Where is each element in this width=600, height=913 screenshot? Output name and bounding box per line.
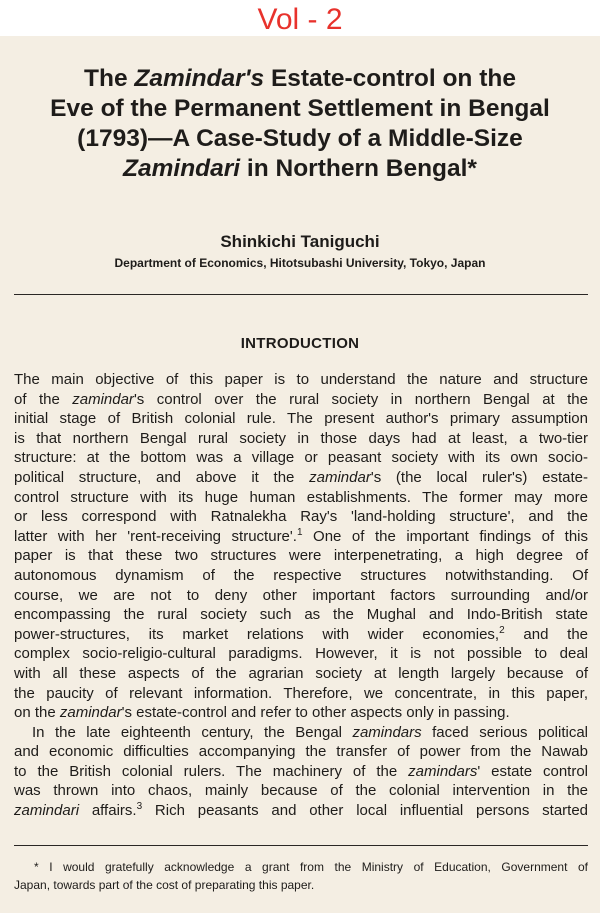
body-line — [14, 801, 588, 821]
body-line — [14, 409, 588, 429]
body-line — [14, 448, 588, 468]
author-affiliation: Department of Economics, Hitotsubashi University, Tokyo, Japan — [114, 256, 486, 270]
text-run: initial stage of British colonial rule. The present author's primary assumption — [14, 410, 588, 428]
body-line — [14, 762, 588, 782]
text-run: structure: at the bottom was a village or peasant society with its own socio- — [14, 449, 588, 467]
body-line — [14, 664, 588, 684]
text-run: on the — [14, 704, 60, 722]
text-run: political structure, and above it the — [14, 468, 310, 486]
footnote-ref: 3 — [136, 801, 143, 813]
footnote-divider — [14, 845, 588, 846]
text-run: zamindar — [72, 390, 134, 408]
text-run: zamindari — [14, 802, 80, 820]
title-line-3: (1793)—A Case-Study of a Middle-Size — [77, 125, 523, 152]
text-run: of the — [14, 390, 73, 408]
text-run: Rich peasants and other local influential persons started — [142, 802, 589, 820]
text-run: zamindar — [59, 704, 122, 722]
body-line — [14, 566, 588, 586]
text-run: course, we are not to deny other important factors surrounding and/or — [14, 586, 588, 604]
text-run: In the late eighteenth century, the Bengal — [32, 723, 353, 741]
text-run: ' estate control — [477, 762, 589, 780]
text-run: is that northern Bengal rural society in those days had at least, a two-tier — [14, 429, 588, 447]
body-line — [14, 625, 588, 645]
text-run: was thrown into chaos, mainly because of the colonial intervention in the — [14, 782, 588, 800]
title-line-1: The Zamindar's Estate-control on the — [84, 65, 516, 92]
title-line-2: Eve of the Permanent Settlement in Bengal — [50, 95, 550, 122]
text-run: 's control over the rural society in northern Bengal at the — [133, 390, 588, 408]
body-line — [14, 742, 588, 762]
body-line — [14, 527, 588, 547]
footnote-line: Japan, towards part of the cost of preparating this paper. — [14, 878, 315, 892]
title-line-4: Zamindari in Northern Bengal* — [123, 155, 477, 182]
footnote-line: * I would gratefully acknowledge a grant from the Ministry of Education, Government of — [34, 860, 588, 874]
body-line — [14, 644, 588, 664]
body-line — [14, 429, 588, 449]
text-run: latter with her 'rent-receiving structure'. — [14, 527, 297, 545]
text-run: the paucity of relevant information. Therefore, we concentrate, in this paper, — [14, 684, 588, 702]
article-title — [12, 64, 588, 184]
body-line — [14, 488, 588, 508]
body-line — [14, 703, 588, 723]
header-divider — [14, 294, 588, 295]
body-line — [14, 586, 588, 606]
footnote-ref: 1 — [296, 526, 303, 538]
footnote-ref: 2 — [499, 624, 505, 636]
body-line — [14, 723, 588, 743]
text-run: zamindars — [352, 723, 422, 741]
text-run: 's estate-control and refer to other aspects only in passing. — [121, 704, 510, 722]
body-line — [14, 781, 588, 801]
text-run: and economic difficulties accompanying the transfer of power from the Nawab — [14, 743, 588, 761]
text-run: complex socio-religio-cultural paradigms. However, it is not possible to deal — [14, 645, 588, 663]
text-run: encompassing the rural society such as the Mughal and Indo-British state — [14, 606, 588, 624]
section-heading: INTRODUCTION — [240, 335, 360, 352]
text-run: affairs. — [79, 802, 137, 820]
body-line — [14, 507, 588, 527]
body-line — [14, 684, 588, 704]
text-run: One of the important findings of this — [302, 527, 588, 545]
body-line — [14, 390, 588, 410]
text-run: power-structures, its market relations with wider economies, — [14, 625, 500, 643]
text-run: paper is that these two structures were interpenetrating, a high degree of — [14, 547, 588, 565]
volume-label: Vol - 2 — [257, 3, 343, 36]
body-text — [14, 370, 588, 821]
text-run: to the British colonial rulers. The machinery of the — [14, 762, 409, 780]
body-line — [14, 546, 588, 566]
text-run: autonomous dynamism of the respective structures notwithstanding. Of — [14, 566, 588, 584]
text-run: 's (the local ruler's) estate- — [370, 468, 588, 486]
text-run: zamindars — [408, 762, 478, 780]
body-line — [14, 468, 588, 488]
body-line — [14, 370, 588, 390]
text-run: control structure with its huge human establishments. The former may more — [14, 488, 588, 506]
text-run: zamindar — [309, 468, 371, 486]
author-name: Shinkichi Taniguchi — [220, 232, 380, 251]
footnote — [14, 858, 588, 894]
text-run: and the — [504, 625, 588, 643]
text-run: faced serious political — [421, 723, 589, 741]
text-run: The main objective of this paper is to understand the nature and structure — [14, 371, 588, 388]
text-run: or less correspond with Ratnalekha Ray's 'land-holding structure', and the — [14, 508, 588, 526]
text-run: with all these aspects of the agrarian society at length largely because of — [14, 664, 588, 682]
body-line — [14, 605, 588, 625]
